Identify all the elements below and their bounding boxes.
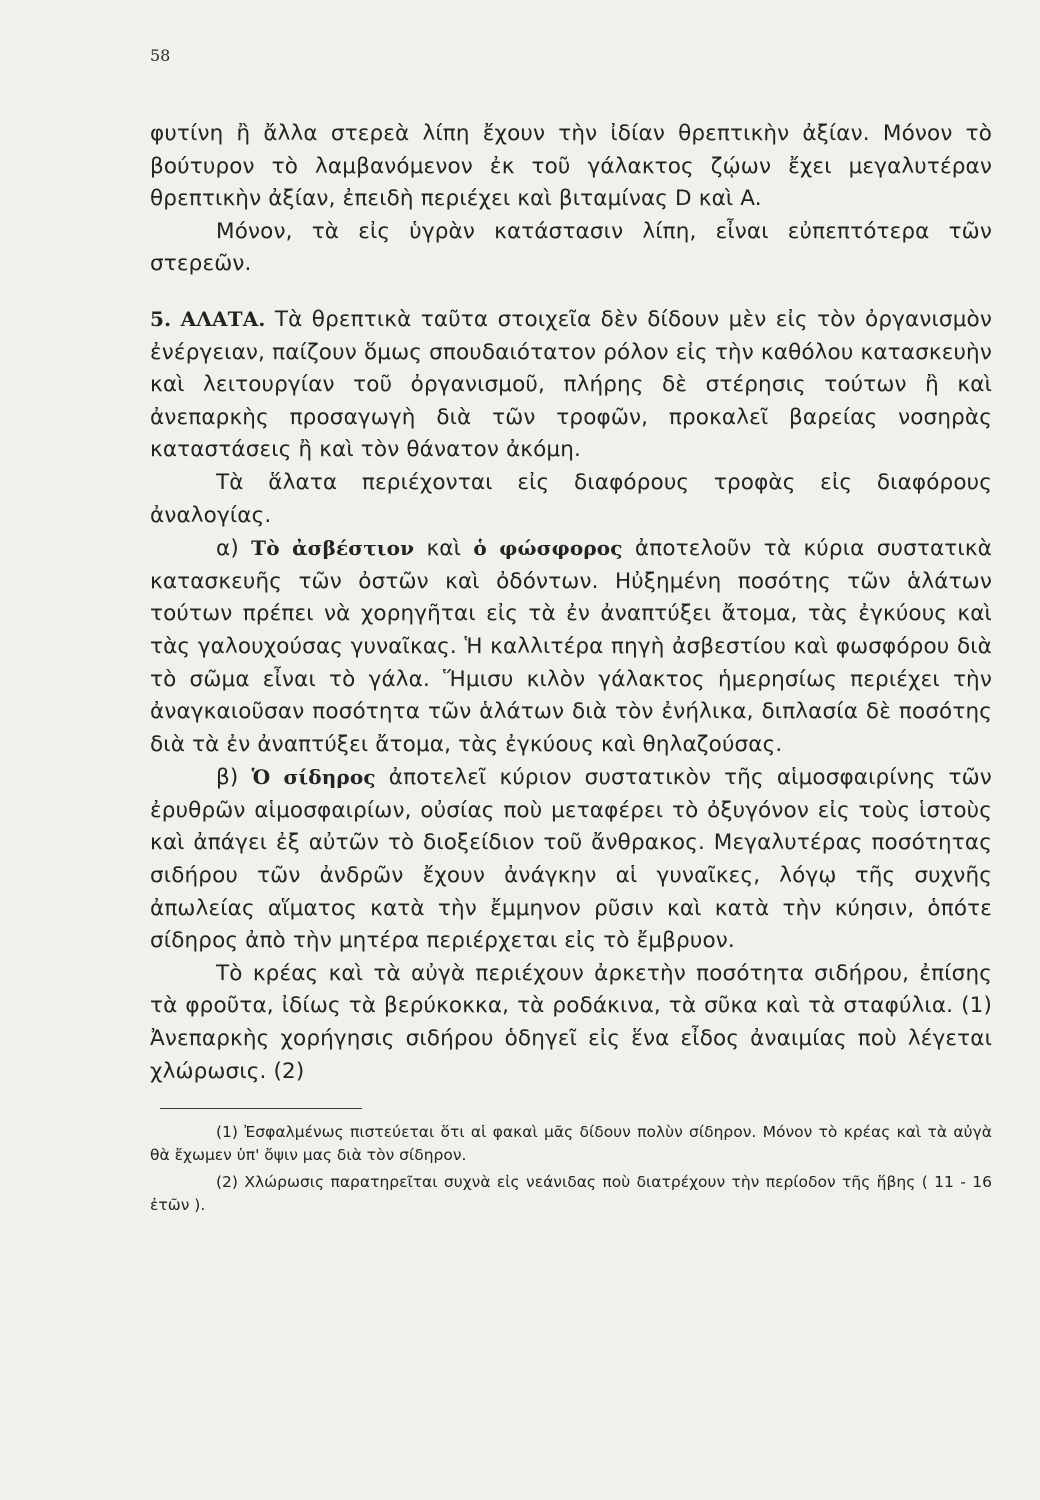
term-phosphorus: ὁ φώσφορος [473, 536, 623, 561]
section-heading: 5. ΑΛΑΤΑ. [150, 306, 266, 331]
term-iron: Ὁ σίδηρος [251, 765, 376, 790]
salts-text: Τὰ θρεπτικὰ ταῦτα στοιχεῖα δὲν δίδουν μὲν εἰς τὸν ὀργανισμὸν ἐνέργειαν, παίζουν ὅμως σπουδαιότατον ρόλον εἰς τὴν καθόλου κατασκευὴν καὶ λειτουργίαν τοῦ ὀργανισμοῦ, πλήρης δὲ στέρησις τούτων ἢ καὶ ἀνεπαρκὴς προσαγωγὴ διὰ τῶν τροφῶν, προκαλεῖ βαρείας νοσηρὰς καταστάσεις ἢ καὶ τὸν θάνατον ἀκόμη. [150, 306, 992, 463]
item-marker-b: β) [216, 765, 252, 791]
iron-text: ἀποτελεῖ κύριον συστατικὸν τῆς αἱμοσφαιρίνης τῶν ἐρυθρῶν αἱμοσφαιρίων, οὐσίας ποὺ μεταφέρει τὸ ὀξυγόνον εἰς τοὺς ἱστοὺς καὶ ἀπάγει ἐξ αὐτῶν τὸ διοξείδιον τοῦ ἄνθρακος. Μεγαλυτέρας ποσότητας σιδήρου τῶν ἀνδρῶν ἔχουν ἀνάγκην αἱ γυναῖκες, λόγῳ τῆς συχνῆς ἀπωλείας αἵματος κατὰ τὴν ἔμμηνον ρῦσιν καὶ κατὰ τὴν κύησιν, ὁπότε σίδηρος ἀπὸ τὴν μητέρα περιέρχεται εἰς τὸ ἔμβρυον. [150, 765, 992, 954]
footnotes [150, 1121, 992, 1217]
footnote-2: (2) Χλώρωσις παρατηρεῖται συχνὰ εἰς νεάνιδας ποὺ διατρέχουν τὴν περίοδον τῆς ἥβης ( 11 - 16 ἐτῶν ). [150, 1173, 992, 1215]
conjunction: καὶ [414, 536, 474, 562]
paragraph-fats-continued: φυτίνη ἢ ἄλλα στερεὰ λίπη ἔχουν τὴν ἰδίαν θρεπτικὴν ἀξίαν. Μόνον τὸ βούτυρον τὸ λαμβανόμενον ἐκ τοῦ γάλακτος ζῴων ἔχει μεγαλυτέραν θρεπτικὴν ἀξίαν, ἐπειδὴ περιέχει καὶ βιταμίνας D καὶ A. [150, 121, 992, 212]
paragraph-salts-proportions: Τὰ ἅλατα περιέχονται εἰς διαφόρους τροφὰς εἰς διαφόρους ἀναλογίας. [150, 469, 992, 528]
footnote-divider [160, 1108, 362, 1109]
paragraph-liquid-fats: Μόνον, τὰ εἰς ὑγρὰν κατάστασιν λίπη, εἶναι εὐπεπτότερα τῶν στερεῶν. [150, 218, 992, 277]
body-text [150, 118, 992, 1088]
term-calcium: Τὸ ἀσβέστιον [251, 536, 415, 561]
calcium-text: ἀποτελοῦν τὰ κύρια συστατικὰ κατασκευῆς τῶν ὀστῶν καὶ ὀδόντων. Ηὐξημένη ποσότης τῶν ἁλάτων τούτων πρέπει νὰ χορηγῆται εἰς τὰ ἐν ἀναπτύξει ἄτομα, τὰς ἐγκύους καὶ τὰς γαλουχούσας γυναῖκας. Ἡ καλλιτέρα πηγὴ ἀσβεστίου καὶ φωσφόρου διὰ τὸ σῶμα εἶναι τὸ γάλα. Ἥμισυ κιλὸν γάλακτος ἡμερησίως περιέχει τὴν ἀναγκαιοῦσαν ποσότητα τῶν ἁλάτων διὰ τὸν ἐνήλικα, διπλασία δὲ ποσότης διὰ τὰ ἐν ἀναπτύξει ἄτομα, τὰς ἐγκύους καὶ θηλαζούσας. [150, 536, 992, 757]
item-marker-a: α) [216, 536, 252, 562]
paragraph-calcium-phosphorus [150, 532, 992, 761]
paragraph-salts [150, 303, 992, 467]
paragraph-iron-sources: Τὸ κρέας καὶ τὰ αὐγὰ περιέχουν ἀρκετὴν ποσότητα σιδήρου, ἐπίσης τὰ φροῦτα, ἰδίως τὰ βερύκοκκα, τὰ ροδάκινα, τὰ σῦκα καὶ τὰ σταφύλια. (1) Ἀνεπαρκὴς χορήγησις σιδήρου ὁδηγεῖ εἰς ἕνα εἶδος ἀναιμίας ποὺ λέγεται χλώρωσις. (2) [150, 960, 992, 1084]
footnote-1: (1) Ἐσφαλμένως πιστεύεται ὅτι αἱ φακαὶ μᾶς δίδουν πολὺν σίδηρον. Μόνον τὸ κρέας καὶ τὰ αὐγὰ θὰ ἔχωμεν ὑπ' ὄψιν μας διὰ τὸν σίδηρον. [150, 1123, 992, 1165]
page-number: 58 [150, 46, 171, 65]
paragraph-iron [150, 761, 992, 958]
